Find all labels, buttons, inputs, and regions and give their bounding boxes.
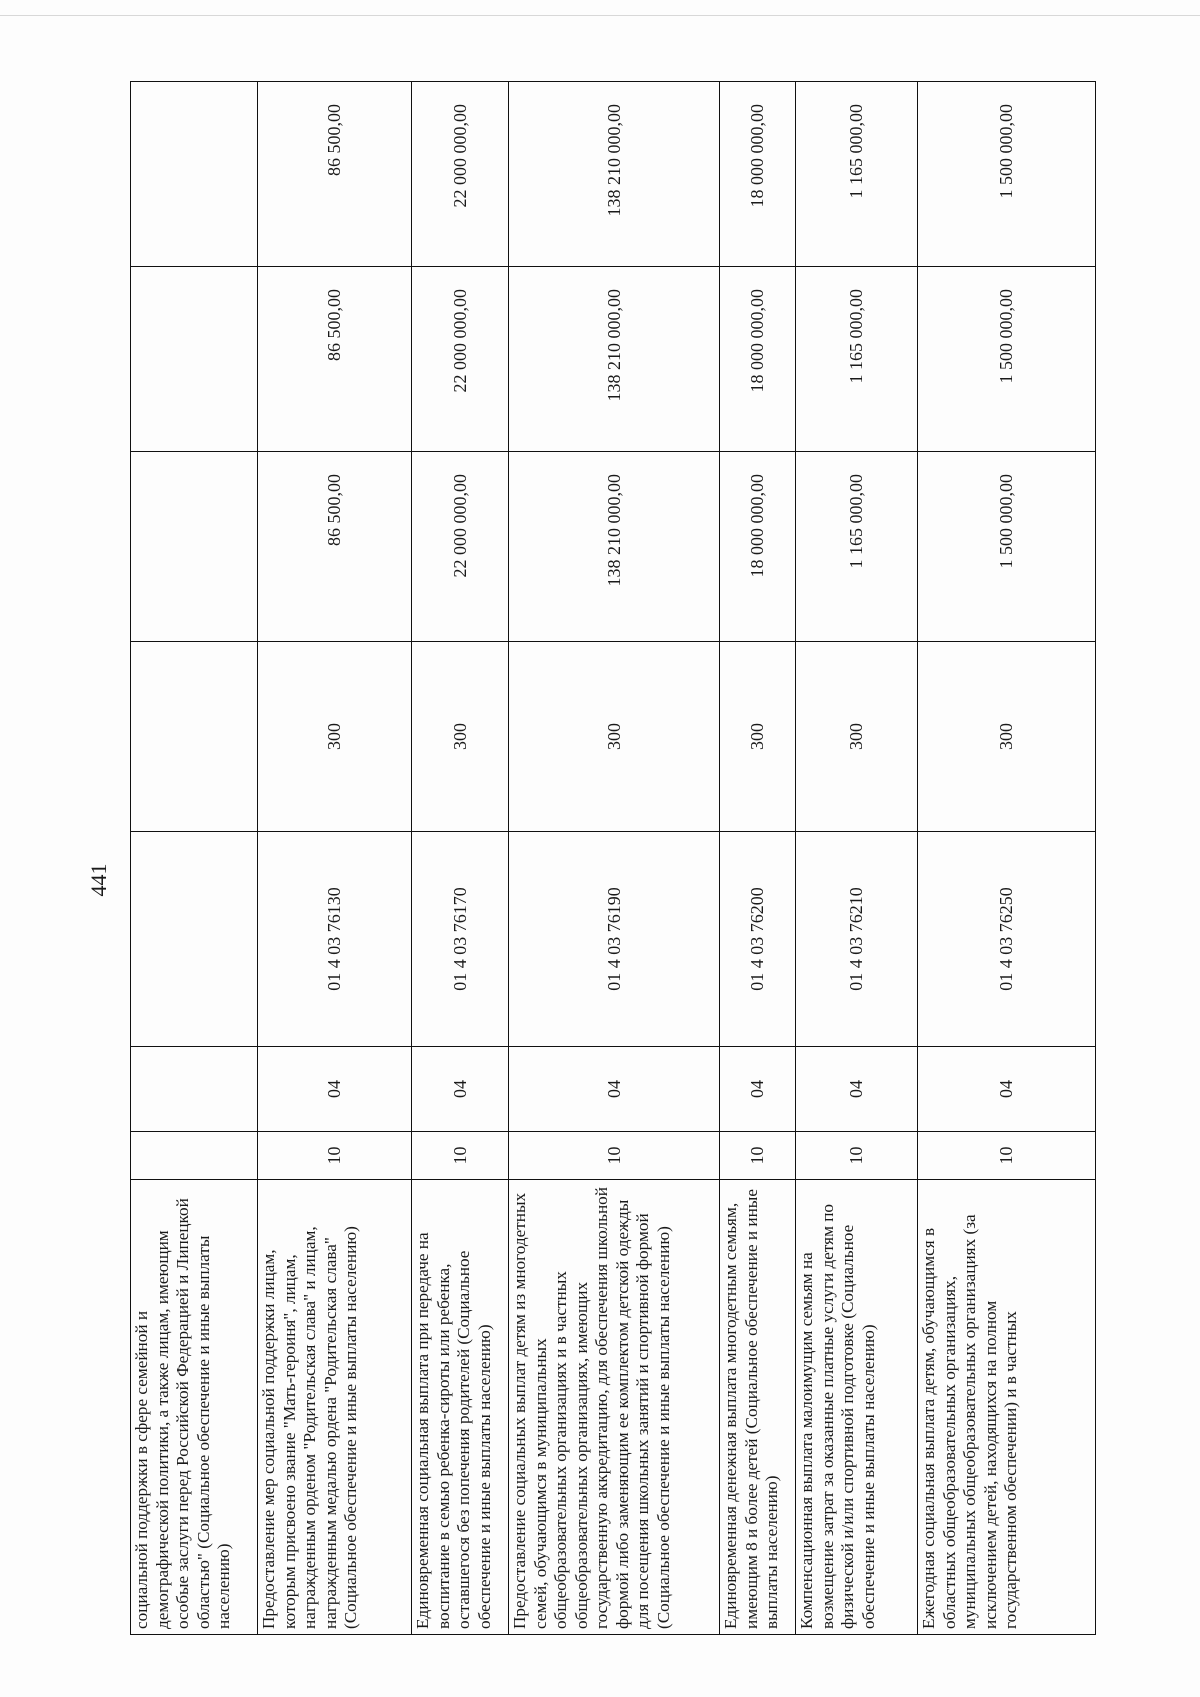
- target-article-code: 01 4 03 76190: [509, 832, 720, 1047]
- table-row: [918, 82, 1096, 1635]
- target-article-code: 01 4 03 76250: [918, 832, 1096, 1047]
- section-code: 10: [796, 1132, 918, 1180]
- amount-year-2: 86 500,00: [258, 267, 412, 452]
- section-code: 10: [258, 1132, 412, 1180]
- expense-type-code: [131, 642, 258, 832]
- table-row: [131, 82, 258, 1635]
- scan-top-edge: [0, 15, 1200, 16]
- table-row: [258, 82, 412, 1635]
- table-row: [412, 82, 509, 1635]
- section-code: 10: [918, 1132, 1096, 1180]
- row-description: Ежегодная социальная выплата детям, обучающимся в областных общеобразовательных организациях, муниципальных общеобразовательных организациях (за исключением детей, находящихся на полном государственном обеспечении) и в частных: [918, 1180, 1096, 1635]
- amount-year-3: [131, 82, 258, 267]
- expense-type-code: 300: [918, 642, 1096, 832]
- target-article-code: [131, 832, 258, 1047]
- amount-year-2: 1 165 000,00: [796, 267, 918, 452]
- expense-type-code: 300: [412, 642, 509, 832]
- subsection-code: 04: [918, 1047, 1096, 1132]
- target-article-code: 01 4 03 76170: [412, 832, 509, 1047]
- table-row: [796, 82, 918, 1635]
- row-description: Предоставление социальных выплат детям из многодетных семей, обучающимся в муниципальных общеобразовательных организациях и в частных общеобразовательных организациях, имеющих государственную аккредитацию, для обеспечения школьной формой либо заменяющим ее комплектом детской одежды для посещения школьных занятий и спортивной формой (Социальное обеспечение и иные выплаты населению): [509, 1180, 720, 1635]
- subsection-code: 04: [258, 1047, 412, 1132]
- budget-table: [130, 81, 1096, 1635]
- amount-year-2: 22 000 000,00: [412, 267, 509, 452]
- section-code: 10: [412, 1132, 509, 1180]
- amount-year-3: 138 210 000,00: [509, 82, 720, 267]
- expense-type-code: 300: [796, 642, 918, 832]
- target-article-code: 01 4 03 76210: [796, 832, 918, 1047]
- amount-year-2: 18 000 000,00: [720, 267, 796, 452]
- amount-year-2: 1 500 000,00: [918, 267, 1096, 452]
- target-article-code: 01 4 03 76130: [258, 832, 412, 1047]
- amount-year-1: 1 165 000,00: [796, 452, 918, 642]
- subsection-code: 04: [412, 1047, 509, 1132]
- amount-year-1: 18 000 000,00: [720, 452, 796, 642]
- amount-year-2: [131, 267, 258, 452]
- amount-year-1: 1 500 000,00: [918, 452, 1096, 642]
- amount-year-3: 86 500,00: [258, 82, 412, 267]
- section-code: 10: [509, 1132, 720, 1180]
- amount-year-3: 1 165 000,00: [796, 82, 918, 267]
- budget-table-rotated: [130, 82, 1095, 1635]
- amount-year-1: [131, 452, 258, 642]
- row-description: социальной поддержки в сфере семейной и демографической политики, а также лицам, имеющим особые заслуги перед Российской Федерацией и Липецкой областью" (Социальное обеспечение и иные выплаты населению): [131, 1180, 258, 1635]
- section-code: [131, 1132, 258, 1180]
- amount-year-1: 22 000 000,00: [412, 452, 509, 642]
- section-code: 10: [720, 1132, 796, 1180]
- amount-year-3: 18 000 000,00: [720, 82, 796, 267]
- expense-type-code: 300: [258, 642, 412, 832]
- amount-year-1: 86 500,00: [258, 452, 412, 642]
- subsection-code: 04: [509, 1047, 720, 1132]
- expense-type-code: 300: [509, 642, 720, 832]
- target-article-code: 01 4 03 76200: [720, 832, 796, 1047]
- expense-type-code: 300: [720, 642, 796, 832]
- row-description: Единовременная социальная выплата при передаче на воспитание в семью ребенка-сироты или ребенка, оставшегося без попечения родителей (Социальное обеспечение и иные выплаты населению): [412, 1180, 509, 1635]
- page-number: 441: [86, 863, 111, 897]
- table-row: [509, 82, 720, 1635]
- row-description: Единовременная денежная выплата многодетным семьям, имеющим 8 и более детей (Социальное обеспечение и иные выплаты населению): [720, 1180, 796, 1635]
- amount-year-2: 138 210 000,00: [509, 267, 720, 452]
- subsection-code: [131, 1047, 258, 1132]
- amount-year-3: 1 500 000,00: [918, 82, 1096, 267]
- amount-year-3: 22 000 000,00: [412, 82, 509, 267]
- subsection-code: 04: [720, 1047, 796, 1132]
- subsection-code: 04: [796, 1047, 918, 1132]
- row-description: Компенсационная выплата малоимущим семьям на возмещение затрат за оказанные платные услуги детям по физической и/или спортивной подготовке (Социальное обеспечение и иные выплаты населению): [796, 1180, 918, 1635]
- amount-year-1: 138 210 000,00: [509, 452, 720, 642]
- table-row: [720, 82, 796, 1635]
- row-description: Предоставление мер социальной поддержки лицам, которым присвоено звание "Мать-героиня", лицам, награжденным орденом "Родительская слава" и лицам, награжденным медалью ордена "Родительская слава" (Социальное обеспечение и иные выплаты населению): [258, 1180, 412, 1635]
